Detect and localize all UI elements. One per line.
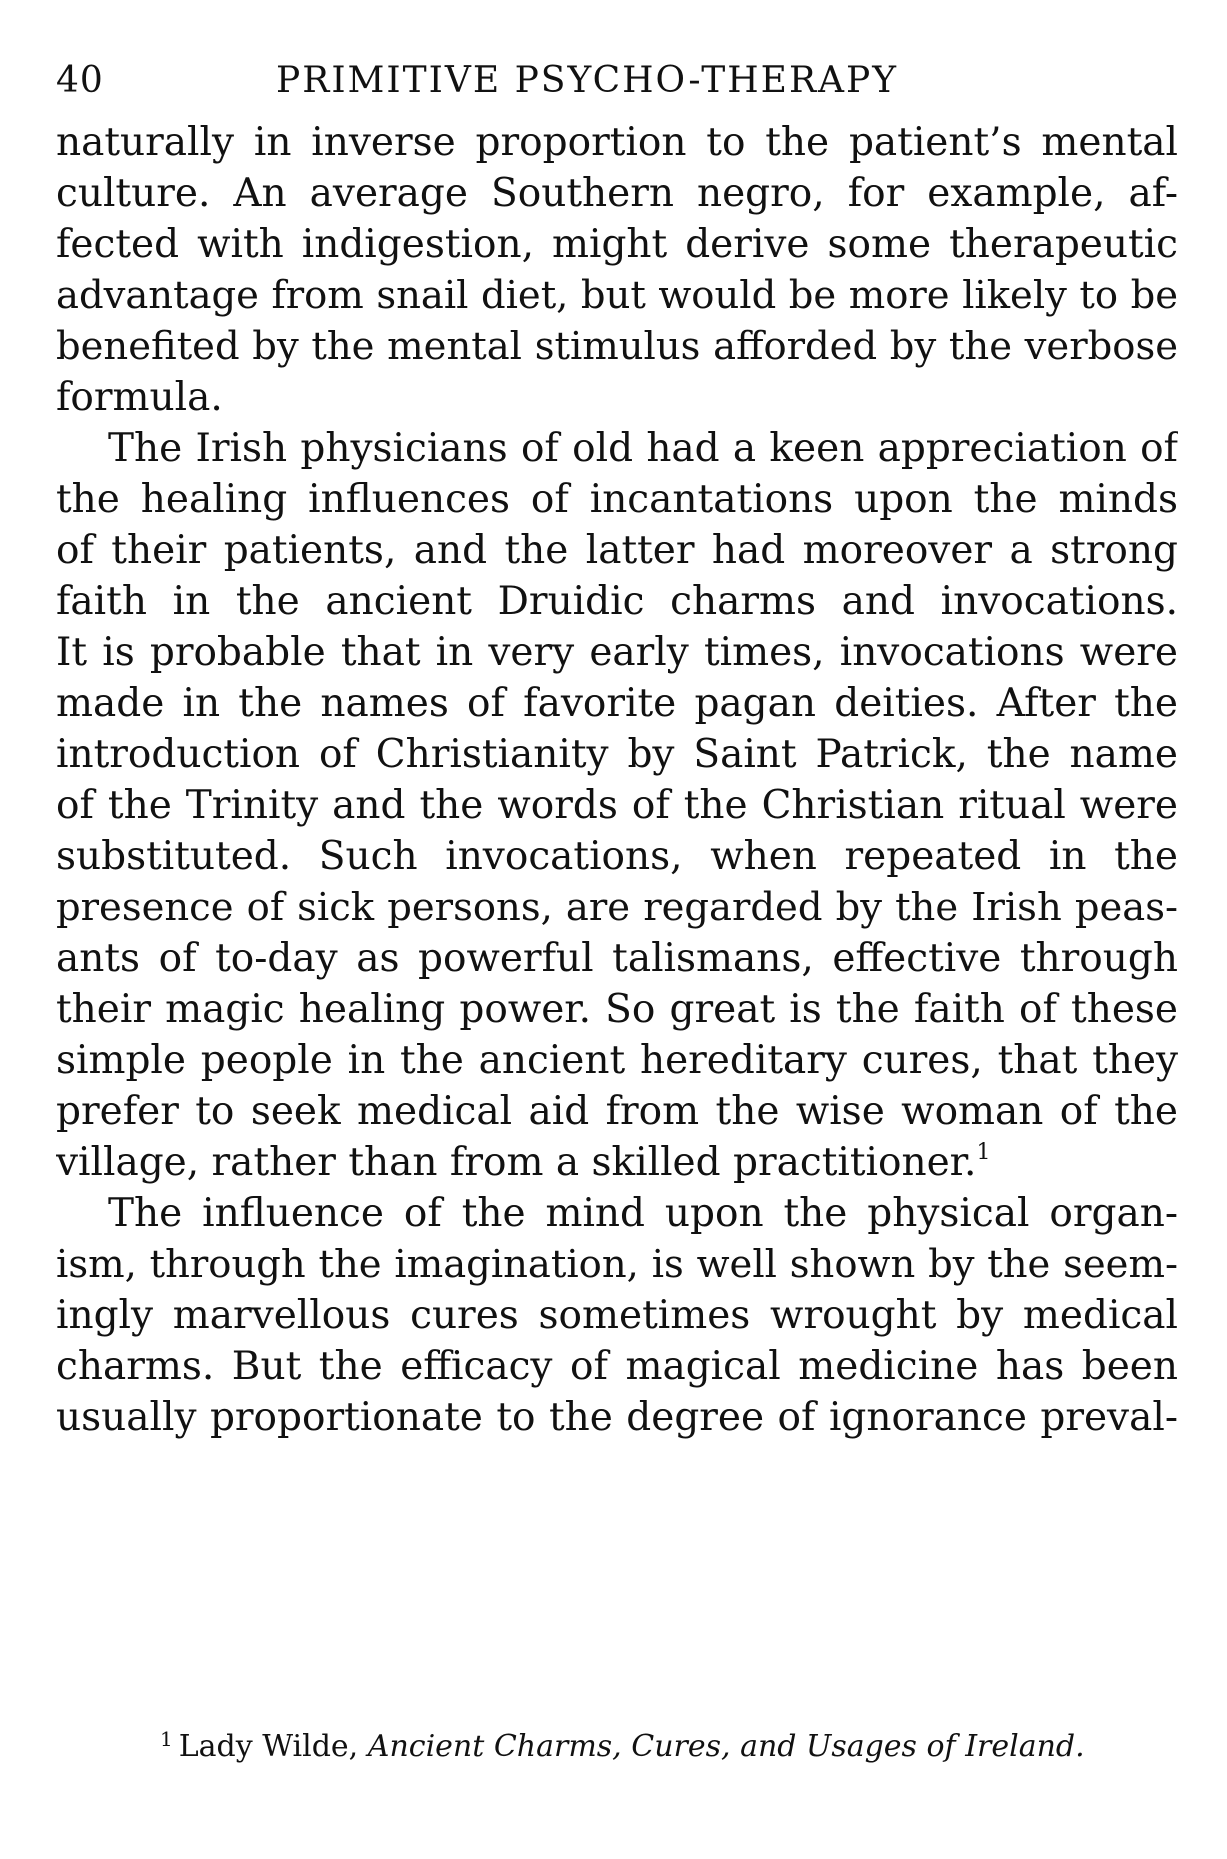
running-title: PRIMITIVE PSYCHO-THERAPY: [276, 60, 899, 101]
footnote-author: Lady Wilde,: [178, 1729, 359, 1764]
text-line: naturally in inverse proportion to the patient’s mental: [56, 120, 1178, 165]
page-number: 40: [56, 60, 104, 101]
text-line: of their patients, and the latter had moreover a strong: [56, 528, 1178, 573]
text-line: their magic healing power. So great is the faith of these: [56, 987, 1178, 1032]
footnote-marker: 1: [160, 1727, 173, 1751]
text-line: the healing influences of incantations upon the minds: [56, 477, 1178, 522]
text-line: presence of sick persons, are regarded by the Irish peas-: [56, 885, 1178, 930]
text-line: The influence of the mind upon the physical organ-: [108, 1191, 1178, 1236]
text-line: of the Trinity and the words of the Christian ritual were: [56, 783, 1178, 828]
footnote-reference: 1: [976, 1140, 991, 1165]
text-line: substituted. Such invocations, when repeated in the: [56, 834, 1178, 879]
text-line: culture. An average Southern negro, for example, af-: [56, 171, 1178, 216]
footnote: [160, 1725, 1160, 1769]
text-line: The Irish physicians of old had a keen appreciation of: [108, 426, 1178, 471]
text-line: It is probable that in very early times, invocations were: [56, 630, 1178, 675]
text-line: charms. But the efficacy of magical medicine has been: [56, 1344, 1178, 1389]
text-line: ants of to-day as powerful talismans, effective through: [56, 936, 1178, 981]
running-head: [56, 60, 1180, 110]
text-line: faith in the ancient Druidic charms and invocations.: [56, 579, 1178, 624]
text-line: ingly marvellous cures sometimes wrought by medical: [56, 1293, 1178, 1338]
text-line: formula.: [56, 375, 223, 420]
text-line: village, rather than from a skilled practitioner.: [56, 1140, 977, 1185]
text-line: made in the names of favorite pagan deities. After the: [56, 681, 1178, 726]
text-line: introduction of Christianity by Saint Patrick, the name: [56, 732, 1178, 777]
text-line: usually proportionate to the degree of ignorance preval-: [56, 1395, 1178, 1440]
text-line-with-footnote: [56, 1134, 1178, 1192]
footnote-work-title: Ancient Charms, Cures, and Usages of Ireland.: [367, 1729, 1085, 1764]
text-line: advantage from snail diet, but would be more likely to be: [56, 273, 1178, 318]
text-line: ism, through the imagination, is well shown by the seem-: [56, 1242, 1178, 1287]
text-line: simple people in the ancient hereditary cures, that they: [56, 1038, 1178, 1083]
text-line: fected with indigestion, might derive some therapeutic: [56, 222, 1178, 267]
text-line: prefer to seek medical aid from the wise woman of the: [56, 1089, 1178, 1134]
text-line: benefited by the mental stimulus afforded by the verbose: [56, 324, 1178, 369]
